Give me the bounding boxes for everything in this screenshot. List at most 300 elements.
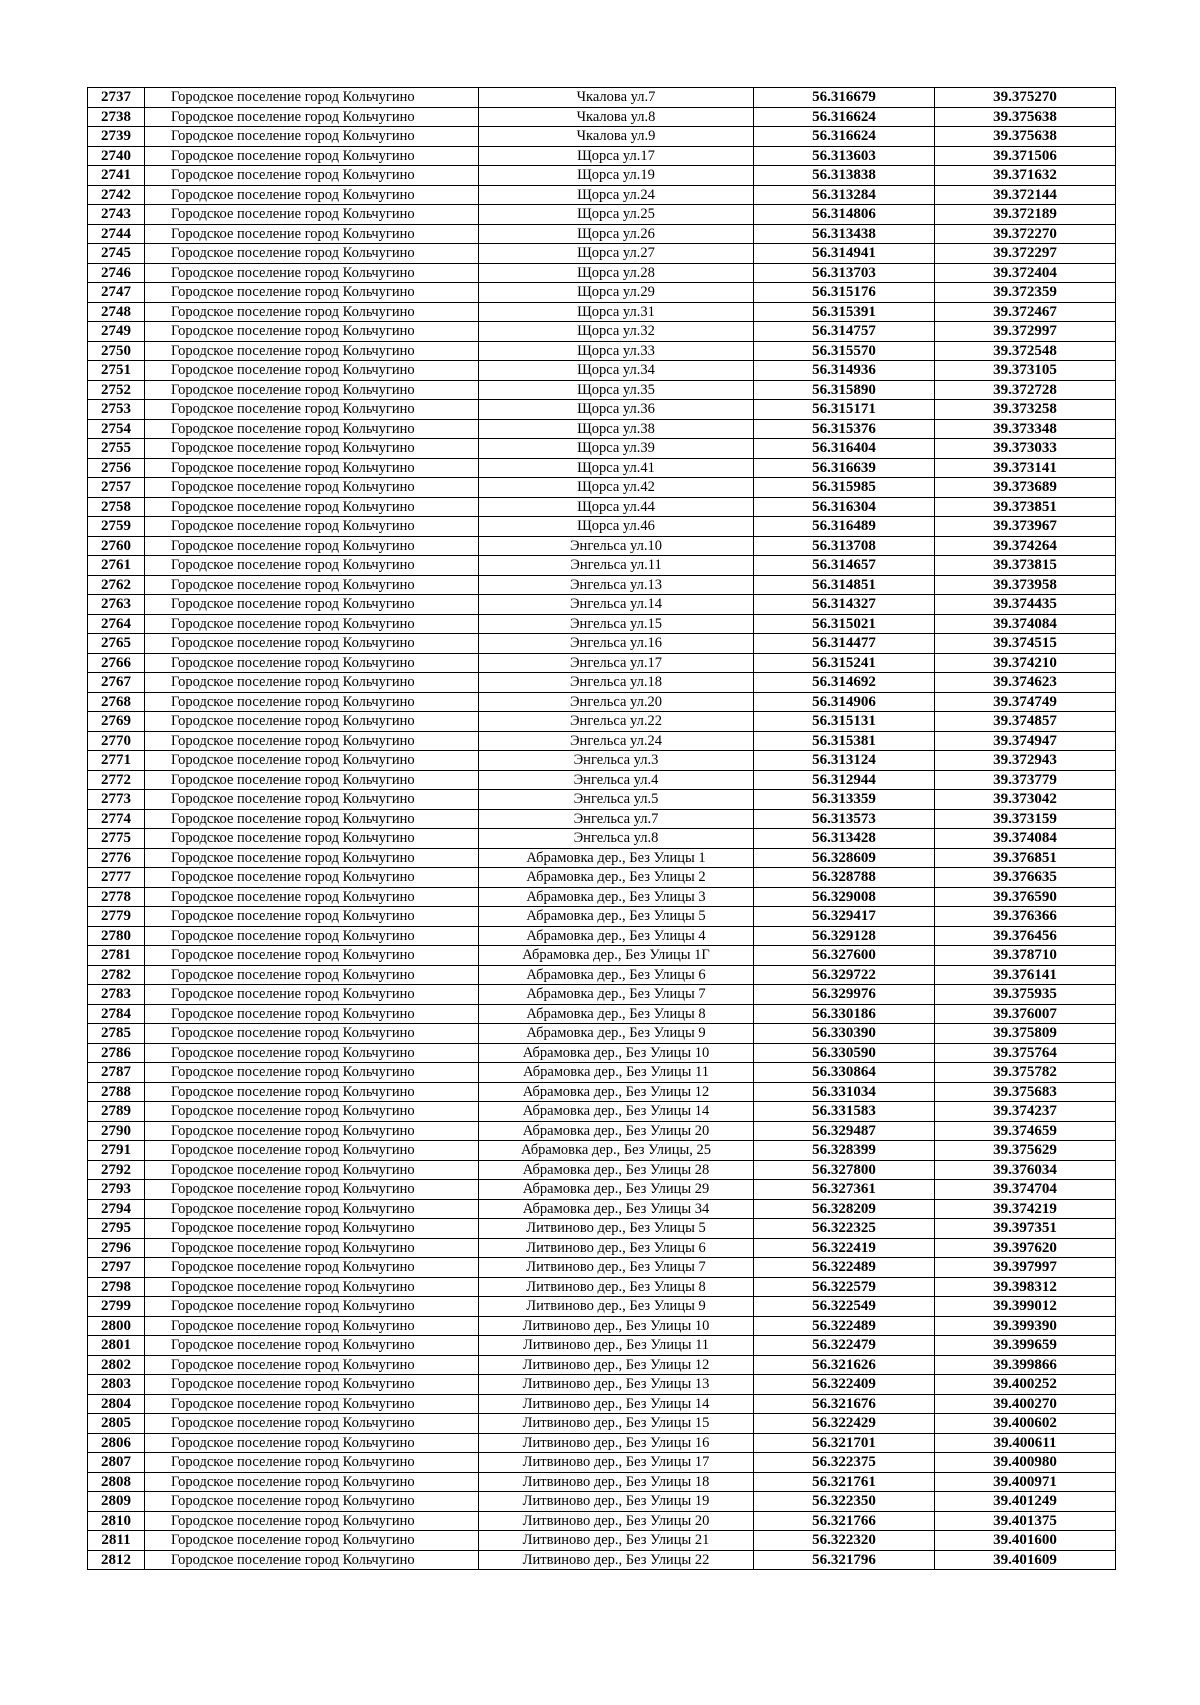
- table-row: [88, 1297, 1116, 1317]
- address-cell: Абрамовка дер., Без Улицы 12: [479, 1082, 754, 1102]
- municipality-cell: Городское поселение город Кольчугино: [145, 1375, 479, 1395]
- address-cell: Щорса ул.36: [479, 400, 754, 420]
- longitude-cell: 39.376590: [935, 887, 1116, 907]
- row-number-cell: 2762: [88, 575, 145, 595]
- table-row: [88, 575, 1116, 595]
- latitude-cell: 56.329128: [754, 926, 935, 946]
- address-cell: Щорса ул.19: [479, 166, 754, 186]
- table-row: [88, 985, 1116, 1005]
- municipality-cell: Городское поселение город Кольчугино: [145, 1160, 479, 1180]
- latitude-cell: 56.314757: [754, 322, 935, 342]
- longitude-cell: 39.375629: [935, 1141, 1116, 1161]
- latitude-cell: 56.328609: [754, 848, 935, 868]
- longitude-cell: 39.374704: [935, 1180, 1116, 1200]
- latitude-cell: 56.315570: [754, 341, 935, 361]
- table-row: [88, 127, 1116, 147]
- row-number-cell: 2795: [88, 1219, 145, 1239]
- longitude-cell: 39.374210: [935, 653, 1116, 673]
- row-number-cell: 2770: [88, 731, 145, 751]
- latitude-cell: 56.312944: [754, 770, 935, 790]
- municipality-cell: Городское поселение город Кольчугино: [145, 1102, 479, 1122]
- latitude-cell: 56.322350: [754, 1492, 935, 1512]
- longitude-cell: 39.375683: [935, 1082, 1116, 1102]
- address-cell: Щорса ул.31: [479, 302, 754, 322]
- latitude-cell: 56.330390: [754, 1024, 935, 1044]
- longitude-cell: 39.373042: [935, 790, 1116, 810]
- latitude-cell: 56.321796: [754, 1550, 935, 1570]
- address-cell: Энгельса ул.22: [479, 712, 754, 732]
- longitude-cell: 39.372548: [935, 341, 1116, 361]
- longitude-cell: 39.373815: [935, 556, 1116, 576]
- latitude-cell: 56.313573: [754, 809, 935, 829]
- longitude-cell: 39.376034: [935, 1160, 1116, 1180]
- latitude-cell: 56.313703: [754, 263, 935, 283]
- row-number-cell: 2808: [88, 1472, 145, 1492]
- latitude-cell: 56.322489: [754, 1316, 935, 1336]
- address-cell: Литвиново дер., Без Улицы 15: [479, 1414, 754, 1434]
- municipality-cell: Городское поселение город Кольчугино: [145, 809, 479, 829]
- latitude-cell: 56.327361: [754, 1180, 935, 1200]
- municipality-cell: Городское поселение город Кольчугино: [145, 458, 479, 478]
- municipality-cell: Городское поселение город Кольчугино: [145, 790, 479, 810]
- municipality-cell: Городское поселение город Кольчугино: [145, 887, 479, 907]
- longitude-cell: 39.400980: [935, 1453, 1116, 1473]
- latitude-cell: 56.322419: [754, 1238, 935, 1258]
- longitude-cell: 39.400611: [935, 1433, 1116, 1453]
- address-cell: Литвиново дер., Без Улицы 12: [479, 1355, 754, 1375]
- longitude-cell: 39.374857: [935, 712, 1116, 732]
- longitude-cell: 39.372297: [935, 244, 1116, 264]
- row-number-cell: 2760: [88, 536, 145, 556]
- municipality-cell: Городское поселение город Кольчугино: [145, 1297, 479, 1317]
- municipality-cell: Городское поселение город Кольчугино: [145, 1141, 479, 1161]
- row-number-cell: 2766: [88, 653, 145, 673]
- longitude-cell: 39.400602: [935, 1414, 1116, 1434]
- longitude-cell: 39.375809: [935, 1024, 1116, 1044]
- address-cell: Щорса ул.34: [479, 361, 754, 381]
- table-row: [88, 205, 1116, 225]
- latitude-cell: 56.313284: [754, 185, 935, 205]
- longitude-cell: 39.373967: [935, 517, 1116, 537]
- table-row: [88, 263, 1116, 283]
- longitude-cell: 39.372144: [935, 185, 1116, 205]
- table-row: [88, 1492, 1116, 1512]
- row-number-cell: 2788: [88, 1082, 145, 1102]
- table-row: [88, 419, 1116, 439]
- latitude-cell: 56.314477: [754, 634, 935, 654]
- row-number-cell: 2755: [88, 439, 145, 459]
- address-cell: Щорса ул.27: [479, 244, 754, 264]
- table-row: [88, 809, 1116, 829]
- latitude-cell: 56.322489: [754, 1258, 935, 1278]
- address-cell: Абрамовка дер., Без Улицы 8: [479, 1004, 754, 1024]
- row-number-cell: 2769: [88, 712, 145, 732]
- address-cell: Литвиново дер., Без Улицы 5: [479, 1219, 754, 1239]
- municipality-cell: Городское поселение город Кольчугино: [145, 770, 479, 790]
- table-row: [88, 166, 1116, 186]
- row-number-cell: 2791: [88, 1141, 145, 1161]
- table-row: [88, 283, 1116, 303]
- municipality-cell: Городское поселение город Кольчугино: [145, 517, 479, 537]
- municipality-cell: Городское поселение город Кольчугино: [145, 673, 479, 693]
- latitude-cell: 56.315985: [754, 478, 935, 498]
- table-row: [88, 322, 1116, 342]
- table-row: [88, 1141, 1116, 1161]
- longitude-cell: 39.373348: [935, 419, 1116, 439]
- longitude-cell: 39.401609: [935, 1550, 1116, 1570]
- row-number-cell: 2781: [88, 946, 145, 966]
- row-number-cell: 2797: [88, 1258, 145, 1278]
- table-row: [88, 926, 1116, 946]
- latitude-cell: 56.316404: [754, 439, 935, 459]
- longitude-cell: 39.372404: [935, 263, 1116, 283]
- municipality-cell: Городское поселение город Кольчугино: [145, 380, 479, 400]
- address-cell: Щорса ул.17: [479, 146, 754, 166]
- row-number-cell: 2806: [88, 1433, 145, 1453]
- address-cell: Энгельса ул.16: [479, 634, 754, 654]
- longitude-cell: 39.374264: [935, 536, 1116, 556]
- latitude-cell: 56.328788: [754, 868, 935, 888]
- address-cell: Абрамовка дер., Без Улицы 1: [479, 848, 754, 868]
- table-row: [88, 1024, 1116, 1044]
- address-cell: Литвиново дер., Без Улицы 20: [479, 1511, 754, 1531]
- address-cell: Энгельса ул.24: [479, 731, 754, 751]
- longitude-cell: 39.373033: [935, 439, 1116, 459]
- row-number-cell: 2796: [88, 1238, 145, 1258]
- municipality-cell: Городское поселение город Кольчугино: [145, 185, 479, 205]
- municipality-cell: Городское поселение город Кольчугино: [145, 575, 479, 595]
- municipality-cell: Городское поселение город Кольчугино: [145, 536, 479, 556]
- latitude-cell: 56.329008: [754, 887, 935, 907]
- address-cell: Щорса ул.25: [479, 205, 754, 225]
- latitude-cell: 56.329976: [754, 985, 935, 1005]
- latitude-cell: 56.313428: [754, 829, 935, 849]
- longitude-cell: 39.401600: [935, 1531, 1116, 1551]
- longitude-cell: 39.399012: [935, 1297, 1116, 1317]
- municipality-cell: Городское поселение город Кольчугино: [145, 829, 479, 849]
- row-number-cell: 2763: [88, 595, 145, 615]
- latitude-cell: 56.315381: [754, 731, 935, 751]
- table-body: [88, 88, 1116, 1570]
- latitude-cell: 56.313359: [754, 790, 935, 810]
- municipality-cell: Городское поселение город Кольчугино: [145, 868, 479, 888]
- municipality-cell: Городское поселение город Кольчугино: [145, 302, 479, 322]
- municipality-cell: Городское поселение город Кольчугино: [145, 1199, 479, 1219]
- longitude-cell: 39.371632: [935, 166, 1116, 186]
- row-number-cell: 2750: [88, 341, 145, 361]
- latitude-cell: 56.313838: [754, 166, 935, 186]
- table-row: [88, 1180, 1116, 1200]
- row-number-cell: 2786: [88, 1043, 145, 1063]
- address-cell: Литвиново дер., Без Улицы 17: [479, 1453, 754, 1473]
- longitude-cell: 39.372359: [935, 283, 1116, 303]
- table-row: [88, 653, 1116, 673]
- latitude-cell: 56.321676: [754, 1394, 935, 1414]
- municipality-cell: Городское поселение город Кольчугино: [145, 1453, 479, 1473]
- municipality-cell: Городское поселение город Кольчугино: [145, 614, 479, 634]
- latitude-cell: 56.330590: [754, 1043, 935, 1063]
- longitude-cell: 39.374515: [935, 634, 1116, 654]
- table-row: [88, 439, 1116, 459]
- table-row: [88, 1043, 1116, 1063]
- row-number-cell: 2805: [88, 1414, 145, 1434]
- longitude-cell: 39.397997: [935, 1258, 1116, 1278]
- table-row: [88, 1394, 1116, 1414]
- municipality-cell: Городское поселение город Кольчугино: [145, 1277, 479, 1297]
- latitude-cell: 56.321626: [754, 1355, 935, 1375]
- address-cell: Энгельса ул.8: [479, 829, 754, 849]
- row-number-cell: 2747: [88, 283, 145, 303]
- address-cell: Энгельса ул.10: [479, 536, 754, 556]
- address-cell: Литвиново дер., Без Улицы 18: [479, 1472, 754, 1492]
- latitude-cell: 56.321761: [754, 1472, 935, 1492]
- latitude-cell: 56.316624: [754, 127, 935, 147]
- row-number-cell: 2739: [88, 127, 145, 147]
- table-row: [88, 517, 1116, 537]
- table-row: [88, 1160, 1116, 1180]
- municipality-cell: Городское поселение город Кольчугино: [145, 731, 479, 751]
- longitude-cell: 39.372943: [935, 751, 1116, 771]
- latitude-cell: 56.322549: [754, 1297, 935, 1317]
- table-row: [88, 1355, 1116, 1375]
- row-number-cell: 2753: [88, 400, 145, 420]
- address-cell: Чкалова ул.8: [479, 107, 754, 127]
- address-cell: Энгельса ул.11: [479, 556, 754, 576]
- municipality-cell: Городское поселение город Кольчугино: [145, 146, 479, 166]
- address-cell: Абрамовка дер., Без Улицы 11: [479, 1063, 754, 1083]
- longitude-cell: 39.376141: [935, 965, 1116, 985]
- longitude-cell: 39.375638: [935, 107, 1116, 127]
- table-row: [88, 614, 1116, 634]
- table-row: [88, 1414, 1116, 1434]
- municipality-cell: Городское поселение город Кольчугино: [145, 439, 479, 459]
- longitude-cell: 39.399659: [935, 1336, 1116, 1356]
- latitude-cell: 56.316489: [754, 517, 935, 537]
- address-cell: Щорса ул.35: [479, 380, 754, 400]
- row-number-cell: 2772: [88, 770, 145, 790]
- longitude-cell: 39.374749: [935, 692, 1116, 712]
- latitude-cell: 56.331034: [754, 1082, 935, 1102]
- address-cell: Абрамовка дер., Без Улицы 10: [479, 1043, 754, 1063]
- address-cell: Энгельса ул.14: [479, 595, 754, 615]
- address-cell: Литвиново дер., Без Улицы 19: [479, 1492, 754, 1512]
- municipality-cell: Городское поселение город Кольчугино: [145, 1472, 479, 1492]
- latitude-cell: 56.329487: [754, 1121, 935, 1141]
- row-number-cell: 2749: [88, 322, 145, 342]
- municipality-cell: Городское поселение город Кольчугино: [145, 166, 479, 186]
- address-cell: Абрамовка дер., Без Улицы 34: [479, 1199, 754, 1219]
- longitude-cell: 39.373958: [935, 575, 1116, 595]
- row-number-cell: 2782: [88, 965, 145, 985]
- municipality-cell: Городское поселение город Кольчугино: [145, 985, 479, 1005]
- municipality-cell: Городское поселение город Кольчугино: [145, 965, 479, 985]
- row-number-cell: 2738: [88, 107, 145, 127]
- table-row: [88, 692, 1116, 712]
- longitude-cell: 39.376851: [935, 848, 1116, 868]
- table-row: [88, 1004, 1116, 1024]
- row-number-cell: 2811: [88, 1531, 145, 1551]
- latitude-cell: 56.316624: [754, 107, 935, 127]
- address-cell: Литвиново дер., Без Улицы 11: [479, 1336, 754, 1356]
- row-number-cell: 2751: [88, 361, 145, 381]
- longitude-cell: 39.401375: [935, 1511, 1116, 1531]
- table-row: [88, 341, 1116, 361]
- table-row: [88, 712, 1116, 732]
- address-cell: Абрамовка дер., Без Улицы 1Г: [479, 946, 754, 966]
- longitude-cell: 39.372467: [935, 302, 1116, 322]
- row-number-cell: 2809: [88, 1492, 145, 1512]
- longitude-cell: 39.374084: [935, 829, 1116, 849]
- row-number-cell: 2754: [88, 419, 145, 439]
- table-row: [88, 107, 1116, 127]
- latitude-cell: 56.315376: [754, 419, 935, 439]
- row-number-cell: 2777: [88, 868, 145, 888]
- table-row: [88, 536, 1116, 556]
- table-row: [88, 1238, 1116, 1258]
- address-cell: Абрамовка дер., Без Улицы 6: [479, 965, 754, 985]
- latitude-cell: 56.322320: [754, 1531, 935, 1551]
- municipality-cell: Городское поселение город Кольчугино: [145, 1433, 479, 1453]
- municipality-cell: Городское поселение город Кольчугино: [145, 926, 479, 946]
- row-number-cell: 2774: [88, 809, 145, 829]
- table-row: [88, 1082, 1116, 1102]
- address-cell: Литвиново дер., Без Улицы 9: [479, 1297, 754, 1317]
- address-cell: Энгельса ул.5: [479, 790, 754, 810]
- municipality-cell: Городское поселение город Кольчугино: [145, 712, 479, 732]
- longitude-cell: 39.378710: [935, 946, 1116, 966]
- latitude-cell: 56.314851: [754, 575, 935, 595]
- municipality-cell: Городское поселение город Кольчугино: [145, 1511, 479, 1531]
- municipality-cell: Городское поселение город Кольчугино: [145, 478, 479, 498]
- latitude-cell: 56.316639: [754, 458, 935, 478]
- latitude-cell: 56.321701: [754, 1433, 935, 1453]
- municipality-cell: Городское поселение город Кольчугино: [145, 107, 479, 127]
- table-row: [88, 1121, 1116, 1141]
- table-row: [88, 380, 1116, 400]
- row-number-cell: 2803: [88, 1375, 145, 1395]
- address-cell: Щорса ул.24: [479, 185, 754, 205]
- latitude-cell: 56.322579: [754, 1277, 935, 1297]
- latitude-cell: 56.322375: [754, 1453, 935, 1473]
- row-number-cell: 2779: [88, 907, 145, 927]
- table-row: [88, 1102, 1116, 1122]
- latitude-cell: 56.314657: [754, 556, 935, 576]
- table-row: [88, 1277, 1116, 1297]
- longitude-cell: 39.374219: [935, 1199, 1116, 1219]
- address-cell: Литвиново дер., Без Улицы 21: [479, 1531, 754, 1551]
- municipality-cell: Городское поселение город Кольчугино: [145, 1355, 479, 1375]
- address-cell: Щорса ул.41: [479, 458, 754, 478]
- longitude-cell: 39.373258: [935, 400, 1116, 420]
- address-cell: Литвиново дер., Без Улицы 14: [479, 1394, 754, 1414]
- longitude-cell: 39.397620: [935, 1238, 1116, 1258]
- row-number-cell: 2800: [88, 1316, 145, 1336]
- municipality-cell: Городское поселение город Кольчугино: [145, 848, 479, 868]
- table-row: [88, 478, 1116, 498]
- row-number-cell: 2773: [88, 790, 145, 810]
- municipality-cell: Городское поселение город Кольчугино: [145, 1316, 479, 1336]
- table-row: [88, 244, 1116, 264]
- municipality-cell: Городское поселение город Кольчугино: [145, 1024, 479, 1044]
- table-row: [88, 1453, 1116, 1473]
- latitude-cell: 56.313603: [754, 146, 935, 166]
- row-number-cell: 2776: [88, 848, 145, 868]
- municipality-cell: Городское поселение город Кольчугино: [145, 1394, 479, 1414]
- row-number-cell: 2752: [88, 380, 145, 400]
- latitude-cell: 56.314327: [754, 595, 935, 615]
- table-row: [88, 1336, 1116, 1356]
- table-row: [88, 497, 1116, 517]
- address-cell: Энгельса ул.17: [479, 653, 754, 673]
- latitude-cell: 56.321766: [754, 1511, 935, 1531]
- municipality-cell: Городское поселение город Кольчугино: [145, 1258, 479, 1278]
- table-row: [88, 946, 1116, 966]
- longitude-cell: 39.400270: [935, 1394, 1116, 1414]
- table-row: [88, 829, 1116, 849]
- latitude-cell: 56.322325: [754, 1219, 935, 1239]
- latitude-cell: 56.315391: [754, 302, 935, 322]
- latitude-cell: 56.314906: [754, 692, 935, 712]
- longitude-cell: 39.375764: [935, 1043, 1116, 1063]
- address-cell: Энгельса ул.18: [479, 673, 754, 693]
- longitude-cell: 39.373689: [935, 478, 1116, 498]
- longitude-cell: 39.398312: [935, 1277, 1116, 1297]
- address-cell: Щорса ул.42: [479, 478, 754, 498]
- address-cell: Абрамовка дер., Без Улицы, 25: [479, 1141, 754, 1161]
- table-row: [88, 848, 1116, 868]
- longitude-cell: 39.374237: [935, 1102, 1116, 1122]
- row-number-cell: 2759: [88, 517, 145, 537]
- row-number-cell: 2771: [88, 751, 145, 771]
- municipality-cell: Городское поселение город Кольчугино: [145, 556, 479, 576]
- row-number-cell: 2798: [88, 1277, 145, 1297]
- table-row: [88, 887, 1116, 907]
- longitude-cell: 39.400252: [935, 1375, 1116, 1395]
- row-number-cell: 2780: [88, 926, 145, 946]
- latitude-cell: 56.313438: [754, 224, 935, 244]
- row-number-cell: 2744: [88, 224, 145, 244]
- latitude-cell: 56.322479: [754, 1336, 935, 1356]
- latitude-cell: 56.315241: [754, 653, 935, 673]
- table-row: [88, 185, 1116, 205]
- longitude-cell: 39.376635: [935, 868, 1116, 888]
- address-cell: Щорса ул.33: [479, 341, 754, 361]
- address-cell: Литвиново дер., Без Улицы 10: [479, 1316, 754, 1336]
- row-number-cell: 2810: [88, 1511, 145, 1531]
- table-row: [88, 1550, 1116, 1570]
- municipality-cell: Городское поселение город Кольчугино: [145, 1414, 479, 1434]
- table-row: [88, 556, 1116, 576]
- municipality-cell: Городское поселение город Кольчугино: [145, 263, 479, 283]
- longitude-cell: 39.376366: [935, 907, 1116, 927]
- longitude-cell: 39.374947: [935, 731, 1116, 751]
- address-cell: Энгельса ул.20: [479, 692, 754, 712]
- row-number-cell: 2737: [88, 88, 145, 108]
- longitude-cell: 39.374659: [935, 1121, 1116, 1141]
- address-cell: Щорса ул.39: [479, 439, 754, 459]
- longitude-cell: 39.371506: [935, 146, 1116, 166]
- municipality-cell: Городское поселение город Кольчугино: [145, 341, 479, 361]
- table-row: [88, 770, 1116, 790]
- address-cell: Щорса ул.46: [479, 517, 754, 537]
- latitude-cell: 56.316679: [754, 88, 935, 108]
- row-number-cell: 2807: [88, 1453, 145, 1473]
- address-cell: Абрамовка дер., Без Улицы 20: [479, 1121, 754, 1141]
- municipality-cell: Городское поселение город Кольчугино: [145, 127, 479, 147]
- row-number-cell: 2767: [88, 673, 145, 693]
- address-cell: Абрамовка дер., Без Улицы 29: [479, 1180, 754, 1200]
- latitude-cell: 56.322429: [754, 1414, 935, 1434]
